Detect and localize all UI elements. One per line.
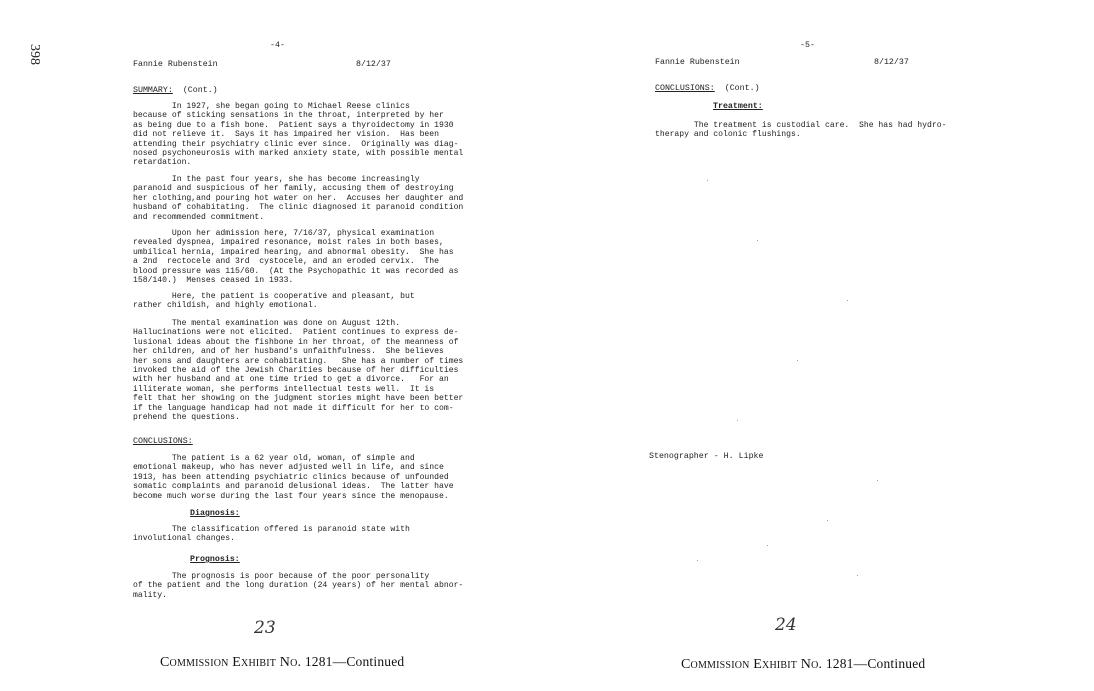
stenographer-line: Stenographer - H. Lipke xyxy=(649,452,764,461)
conclusions-heading: CONCLUSIONS: xyxy=(133,437,193,446)
patient-name: Fannie Rubenstein xyxy=(655,58,740,67)
conclusions-heading: CONCLUSIONS: xyxy=(655,84,715,93)
folio-number: 398 xyxy=(27,44,42,65)
prognosis-paragraph: The prognosis is poor because of the poor personality of the patient and the long duration (24 years) of her mental abnor- mality. xyxy=(133,572,464,600)
handwritten-page-number: 24 xyxy=(775,615,797,635)
page-number: -5- xyxy=(800,41,815,50)
caption-prefix: Commission Exhibit No. xyxy=(160,655,302,670)
right-page xyxy=(547,0,1094,691)
exhibit-caption xyxy=(160,654,404,671)
report-date: 8/12/37 xyxy=(356,60,391,69)
patient-name: Fannie Rubenstein xyxy=(133,60,218,69)
caption-suffix: 1281—Continued xyxy=(304,654,405,669)
treatment-heading: Treatment: xyxy=(713,102,763,111)
prognosis-heading: Prognosis: xyxy=(190,555,240,564)
diagnosis-paragraph: The classification offered is paranoid state with involutional changes. xyxy=(133,525,410,544)
page-number: -4- xyxy=(270,41,285,50)
summary-paragraph-4: Here, the patient is cooperative and pleasant, but rather childish, and highly emotional. xyxy=(133,292,415,311)
conclusions-paragraph: The patient is a 62 year old, woman, of simple and emotional makeup, who has never adjusted well in life, and since 1913, has been attending psychiatric clinics because of unfounded somatic complaints and paranoid delusional ideas. The latter have become much worse during the last four years since the menopause. xyxy=(133,454,454,501)
conclusions-cont: (Cont.) xyxy=(724,84,760,93)
summary-paragraph-5: The mental examination was done on August 12th. Hallucinations were not elicited. Patient continues to express de- lusional ideas about the fishbone in her throat, of the meanness of her children, and of her husband's unfaithfulness. She believes her sons and daughters are cohabitating. She has a number of times invoked the aid of the Jewish Charities because of her difficulties with her husband and at one time tried to get a divorce. For an illiterate woman, she performs intellectual tests well. It is felt that her showing on the judgment stories might have been better if the language handicap had not made it difficult for her to com- prehend the questions. xyxy=(133,319,464,423)
summary-paragraph-3: Upon her admission here, 7/16/37, physical examination revealed dyspnea, impaired resonance, moist rales in both bases, umbilical hernia, impaired hearing, and abnormal obesity. She has a 2nd rectocele and 3rd cystocele, and an eroded cervix. The blood pressure was 115/60. (At the Psychopathic it was recorded as 158/140.) Menses ceased in 1933. xyxy=(133,229,459,286)
summary-heading-line xyxy=(133,86,218,96)
caption-suffix: 1281—Continued xyxy=(825,656,926,671)
conclusions-heading-line xyxy=(655,84,760,94)
summary-paragraph-2: In the past four years, she has become increasingly paranoid and suspicious of her family, accusing them of destroying her clothing,and pouring hot water on her. Accuses her daughter and husband of cohabitating. The clinic diagnosed it paranoid condition and recommended commitment. xyxy=(133,175,464,222)
summary-cont: (Cont.) xyxy=(182,86,218,95)
summary-paragraph-1: In 1927, she began going to Michael Reese clinics because of sticking sensations in the throat, interpreted by her as being due to a fish bone. Patient says a thyroidectomy in 1930 did not relieve it. Says it has impaired her vision. Has been attending their psychiatry clinic ever since. Originally was diag- nosed psychoneurosis with marked anxiety state, with possible mental retardation. xyxy=(133,102,464,168)
exhibit-caption xyxy=(681,656,925,673)
summary-heading: SUMMARY: xyxy=(133,86,173,95)
caption-prefix: Commission Exhibit No. xyxy=(681,657,823,672)
report-date: 8/12/37 xyxy=(874,58,909,67)
treatment-paragraph: The treatment is custodial care. She has had hydro- therapy and colonic flushings. xyxy=(655,121,947,140)
diagnosis-heading: Diagnosis: xyxy=(190,509,240,518)
handwritten-page-number: 23 xyxy=(254,618,276,638)
